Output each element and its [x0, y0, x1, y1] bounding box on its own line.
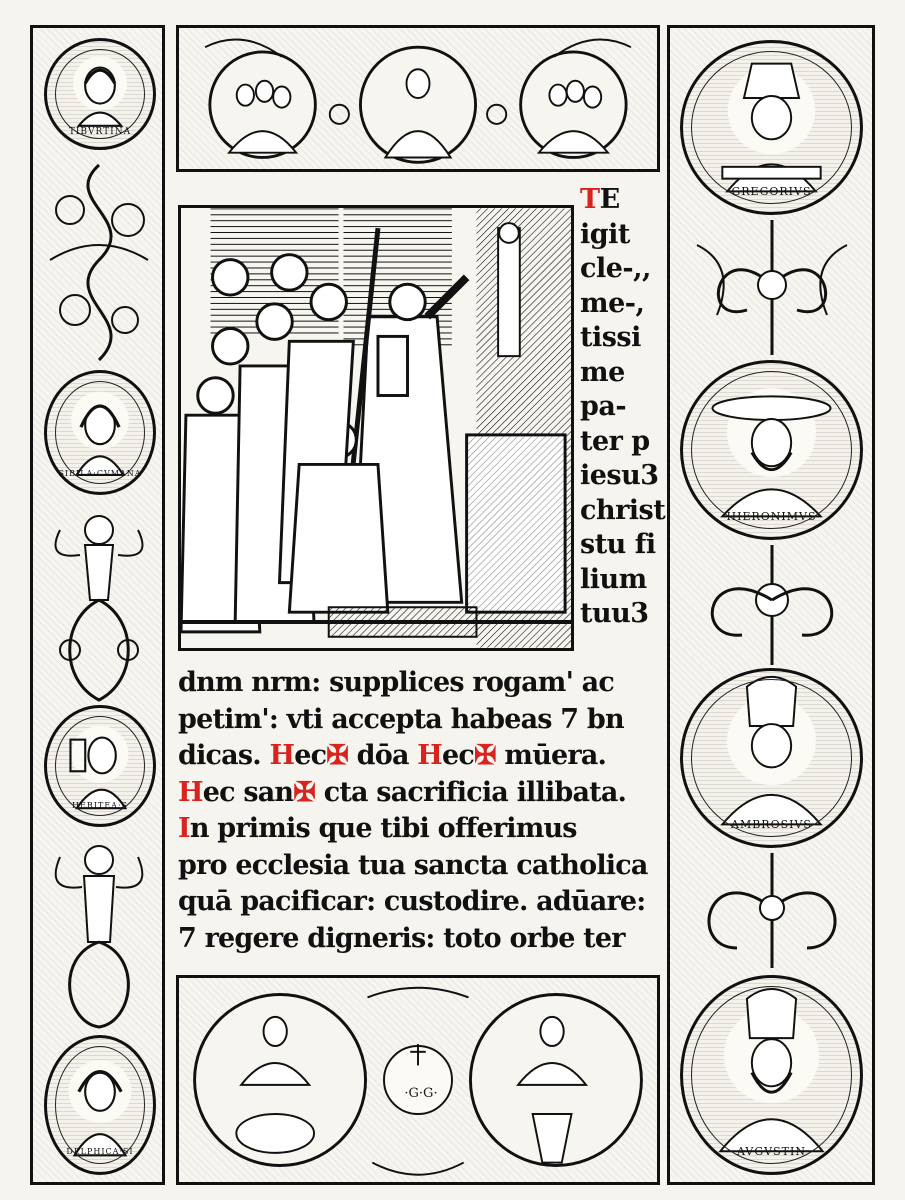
doctor-medallion-jerome — [680, 360, 863, 540]
text-run: ec — [441, 740, 474, 771]
text-run: n primis que tibi offerimus — [189, 813, 577, 844]
rubric-initial-T: T — [580, 184, 600, 215]
canon-main-text — [178, 665, 660, 957]
column-line: iesu3 — [580, 460, 659, 491]
column-line: cle-,, — [580, 253, 651, 284]
column-line: christ — [580, 494, 666, 526]
text-run: 7 regere digneris: toto orbe ter — [178, 922, 625, 954]
text-line — [178, 738, 660, 775]
foliage-ornament — [40, 160, 158, 365]
rubric-text: ✠ — [293, 776, 316, 808]
winged-figure-ornament — [40, 832, 158, 1032]
column-line: tuu3 — [580, 598, 649, 629]
doctor-medallion-gregory — [680, 40, 863, 215]
text-run: dōa — [348, 740, 418, 771]
text-run: cta sacrificia illibata. — [315, 776, 627, 808]
doctor-medallion-ambrose — [680, 668, 863, 848]
sibyl-medallion-2 — [44, 370, 156, 495]
text-run: quā pacificar: custodire. adūare: — [178, 886, 646, 917]
column-line: me-, — [580, 287, 645, 319]
sibyl-medallion-4 — [44, 1035, 156, 1175]
text-line — [178, 848, 660, 885]
column-line: igit — [580, 218, 630, 250]
text-run: mūera. — [495, 740, 607, 771]
bottom-evangelists-panel — [176, 975, 660, 1185]
initial-rest: E — [599, 184, 620, 215]
sibyl-medallion-1 — [44, 38, 156, 150]
text-run: ec — [294, 740, 327, 771]
top-apostles-panel — [176, 25, 660, 172]
doctor-medallion-augustine — [680, 975, 863, 1175]
rubric-text: H — [178, 776, 203, 808]
text-run: ec san — [202, 776, 294, 808]
medallion-label: TIBVRTINA — [68, 127, 132, 137]
rubric-text: H — [417, 740, 442, 771]
medallion-label: GREGORIVS — [731, 185, 812, 198]
foliage-ornament-right — [677, 215, 867, 360]
text-line — [178, 921, 660, 958]
column-line: pa- — [580, 391, 627, 422]
medallion-label: SIBILA·CVMANA — [58, 469, 142, 478]
rubric-text: ✠ — [474, 740, 496, 771]
gg-monogram: ·G·G· — [404, 1086, 438, 1101]
rubric-text: ✠ — [326, 740, 349, 771]
column-line: tissi — [580, 322, 641, 353]
text-run: petim': vti accepta habeas 7 bn — [178, 703, 624, 735]
winged-putto-ornament — [40, 500, 158, 705]
text-line — [178, 665, 660, 702]
sibyl-medallion-3 — [44, 705, 156, 827]
text-run: dicas. — [178, 740, 270, 771]
initial-line — [580, 183, 660, 218]
canon-column-text — [580, 183, 666, 632]
text-run: pro ecclesia tua sancta catholica — [178, 849, 648, 881]
medallion-label: HERITEA·S — [72, 801, 128, 810]
text-run: dnm nrm: supplices rogam' ac — [178, 667, 614, 698]
column-line: me — [580, 356, 625, 388]
foliage-ornament-right-3 — [677, 848, 867, 973]
column-line: lium — [580, 563, 647, 595]
column-line: ter p — [580, 425, 650, 457]
column-line: stu fi — [580, 529, 656, 560]
medallion-label: AMBROSIVS — [731, 818, 812, 831]
rubric-text: I — [178, 813, 190, 844]
medallion-label: HIERONIMVS — [726, 510, 817, 523]
mass-scene-woodcut — [178, 205, 574, 651]
text-line — [178, 702, 660, 739]
medallion-label: AVGVSTIN — [737, 1145, 806, 1158]
foliage-ornament-right-2 — [677, 540, 867, 670]
text-line — [178, 811, 660, 848]
text-line — [178, 884, 660, 921]
rubric-text: H — [269, 740, 295, 771]
text-line — [178, 775, 660, 812]
medallion-label: DELPHICA·SI — [66, 1147, 134, 1156]
